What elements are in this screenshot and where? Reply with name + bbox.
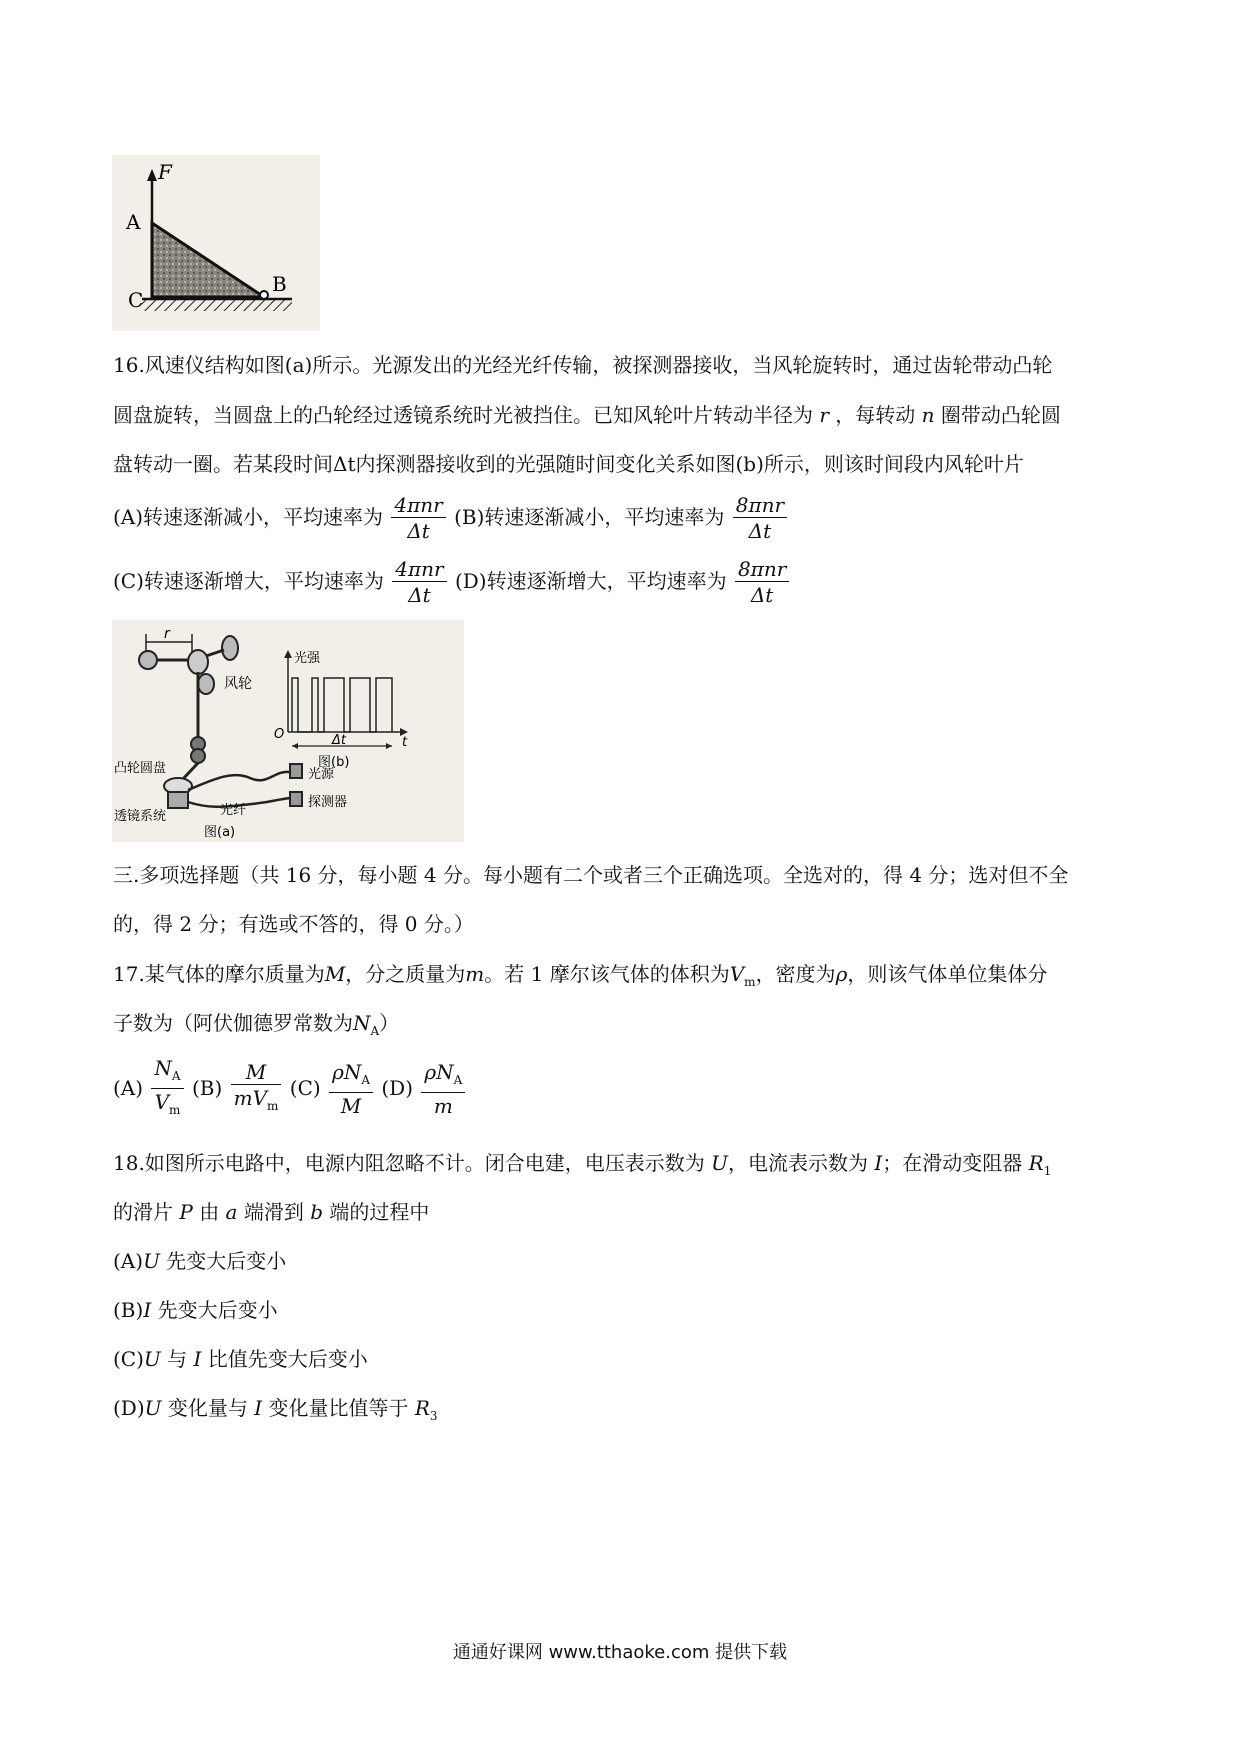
frac-8pinr-d: $\frac{\text{8πnr}}{\Delta t}$ — [735, 557, 789, 608]
q16-option-b: (B)转速逐渐减小，平均速率为 — [454, 505, 725, 529]
q16-line-2-a: 圆盘旋转，当圆盘上的凸轮经过透镜系统时光被挡住。已知风轮叶片转动半径为 — [113, 403, 813, 427]
var-rho: ρ — [835, 962, 848, 986]
frac-4pinr-c: $\frac{\text{4πnr}}{\Delta t}$ — [392, 557, 446, 608]
label-t: t — [402, 735, 408, 750]
var-m: m — [465, 962, 485, 986]
q17-option-c: (C) — [289, 1076, 321, 1100]
q17-frac-a: $\frac{N_A}{V_m}$ — [151, 1056, 183, 1123]
var-R1: R — [1028, 1151, 1044, 1175]
delta-t: Δt — [333, 452, 356, 476]
q16-option-a: (A)转速逐渐减小，平均速率为 — [113, 505, 384, 529]
var-M: M — [324, 962, 346, 986]
q17-option-b: (B) — [191, 1076, 223, 1100]
frac-8pinr-b: $\frac{\text{8πnr}}{\Delta t}$ — [733, 493, 787, 544]
label-lens-system: 透镜系统 — [114, 809, 167, 824]
q16-line-2-c: 圈带动凸轮圆 — [940, 403, 1061, 427]
hub — [188, 650, 208, 674]
anemometer-diagram — [112, 620, 464, 842]
label-fig-a: 图(a) — [204, 825, 236, 840]
pulse-signal — [292, 678, 392, 732]
q17-frac-c: $\frac{\rho N_A}{M}$ — [329, 1060, 373, 1119]
frac-4pinr-a: $\frac{\text{4πnr}}{\Delta t}$ — [391, 493, 445, 544]
var-I: I — [874, 1151, 883, 1175]
var-P: P — [179, 1200, 193, 1224]
label-fiber: 光纤 — [220, 803, 247, 818]
var-a: a — [225, 1200, 238, 1224]
var-NA: N — [353, 1011, 371, 1035]
q17-options — [113, 1056, 467, 1123]
lens-box — [168, 792, 188, 808]
q16-options-ab — [113, 492, 789, 544]
q18-option-c: (C)U 与 I 比值先变大后变小 — [113, 1347, 368, 1371]
label-C: C — [128, 288, 144, 312]
q16-option-d: (D)转速逐渐增大，平均速率为 — [454, 569, 727, 593]
q17-option-d: (D) — [381, 1076, 414, 1100]
q16-line-3 — [113, 451, 1024, 477]
q16-line-3-b: 内探测器接收到的光强随时间变化关系如图(b)所示，则该时间段内风轮叶片 — [355, 452, 1024, 476]
var-R3: R — [414, 1396, 430, 1420]
q18-option-d: (D)U 变化量与 I 变化量比值等于 $R_3$ — [113, 1396, 438, 1423]
label-wind-wheel: 风轮 — [224, 676, 252, 692]
q16-line-2-b: ，每转动 — [835, 403, 916, 427]
ground-hatch — [142, 299, 292, 311]
section3-line-1: 三.多项选择题（共 16 分，每小题 4 分。每小题有二个或者三个正确选项。全选对的，得 4 分；选对但不全 — [113, 863, 1069, 887]
q18-line-2: 的滑片 P 由 a 端滑到 b 端的过程中 — [113, 1200, 430, 1224]
label-r: r — [164, 626, 170, 642]
q18-option-a: (A)U 先变大后变小 — [113, 1249, 287, 1273]
force-arrowhead — [147, 169, 157, 181]
label-cam-disc: 凸轮圆盘 — [114, 761, 167, 776]
q17-line-2: 子数为（阿伏伽德罗常数为$N_A$） — [113, 1011, 400, 1038]
q16-option-c: (C)转速逐渐增大，平均速率为 — [113, 569, 384, 593]
label-B: B — [272, 272, 287, 296]
q17-line-1: 17.某气体的摩尔质量为M，分之质量为m。若 1 摩尔该气体的体积为$V_m$，密度为ρ，则该气体单位集体分 — [113, 962, 1048, 989]
var-b: b — [310, 1200, 324, 1224]
q17-frac-b: $\frac{M}{mV_m}$ — [231, 1060, 282, 1119]
label-fig-b: 图(b) — [318, 755, 350, 770]
triangle-diagram — [112, 155, 320, 331]
section3-line-2: 的，得 2 分；有选或不答的，得 0 分。） — [113, 912, 474, 936]
q16-line-2 — [113, 402, 1061, 428]
anemometer-figure — [112, 620, 464, 842]
q16-options-cd — [113, 556, 791, 608]
cup-left — [139, 651, 157, 669]
q18-option-b: (B)I 先变大后变小 — [113, 1298, 278, 1322]
label-delta-t-graph: Δt — [332, 733, 346, 748]
triangle-body — [152, 223, 264, 297]
q17-frac-d: $\frac{\rho N_A}{m}$ — [421, 1060, 465, 1119]
label-A: A — [126, 210, 141, 234]
var-n: n — [921, 403, 935, 427]
var-Vm: V — [729, 962, 745, 986]
label-detector: 探测器 — [308, 795, 348, 810]
label-light-intensity: 光强 — [294, 651, 321, 666]
label-light-source: 光源 — [308, 767, 335, 782]
q17-option-a: (A) — [113, 1076, 144, 1100]
label-F: F — [158, 160, 172, 184]
q16-line-1: 16.风速仪结构如图(a)所示。光源发出的光经光纤传输，被探测器接收，当风轮旋转时，通过齿轮带动凸轮 — [113, 353, 1053, 377]
triangle-figure — [112, 155, 320, 331]
var-U: U — [711, 1151, 729, 1175]
cup-right — [222, 636, 238, 660]
label-origin: O — [274, 727, 285, 742]
q18-line-1: 18.如图所示电路中，电源内阻忽略不计。闭合电建，电压表示数为 U，电流表示数为 I；在滑动变阻器 $R_1$ — [113, 1151, 1052, 1178]
fiber-top — [188, 772, 290, 790]
page-footer: 通通好课网 www.tthaoke.com 提供下载 — [452, 1642, 788, 1663]
var-r: r — [819, 403, 829, 427]
q16-line-3-a: 盘转动一圈。若某段时间 — [113, 452, 333, 476]
